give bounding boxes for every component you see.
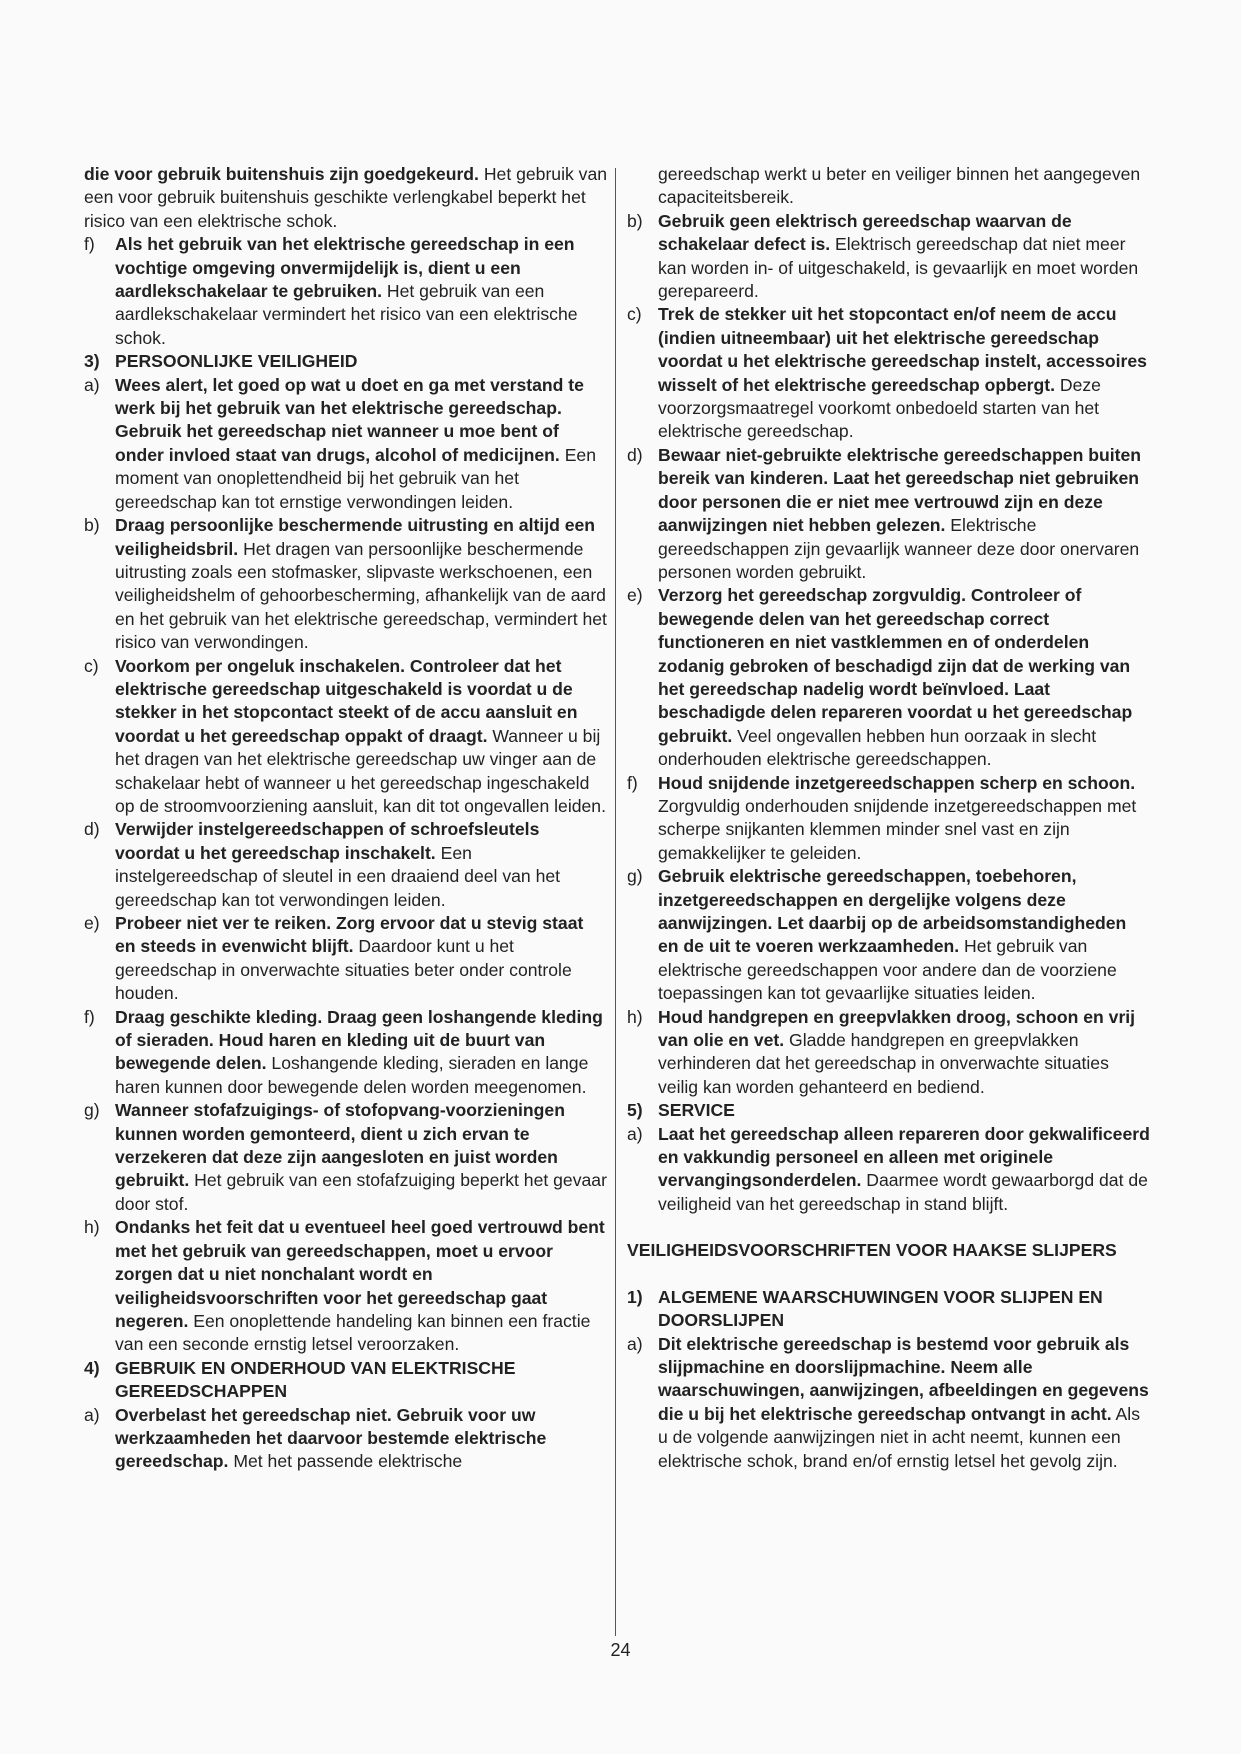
list-item: f) Als het gebruik van het elektrische gereedschap in een vochtige omgeving onvermijdelijk is, dient u een aardlekschakelaar te gebruiken. Het gebruik van een aardlekschakelaar vermindert het risico van een elektrische schok.: [84, 234, 578, 348]
column-divider: [615, 168, 616, 1636]
list-item: a) Dit elektrische gereedschap is bestemd voor gebruik als slijpmachine en doorslijpmachine. Neem alle waarschuwingen, aanwijzingen, afbeeldingen en gegevens die u bij het elektrische gereedschap ontvangt in acht. Als u de volgende aanwijzingen niet in acht neemt, kunnen een elektrische schok, brand en/of ernstig letsel het gevolg zijn.: [627, 1333, 1149, 1471]
list-item: f) Draag geschikte kleding. Draag geen loshangende kleding of sieraden. Houd haren en kleding uit de buurt van bewegende delen. Loshangende kleding, sieraden en lange haren kunnen door bewegende delen worden meegenomen.: [84, 1006, 603, 1097]
right-column: [627, 163, 1151, 1473]
list-item: a) Overbelast het gereedschap niet. Gebruik voor uw werkzaamheden het daarvoor bestemde elektrische gereedschap. Met het passende elektrische: [84, 1404, 547, 1472]
chapter-title: VEILIGHEIDSVOORSCHRIFTEN VOOR HAAKSE SLIJPERS: [627, 1240, 1117, 1261]
left-column: [84, 163, 608, 1474]
list-item: c) Trek de stekker uit het stopcontact en/of neem de accu (indien uitneembaar) uit het elektrische gereedschap voordat u het elektrische gereedschap instelt, accessoires wisselt of het elektrische gereedschap opbergt. Deze voorzorgsmaatregel voorkomt onbedoeld starten van het elektrische gereedschap.: [627, 304, 1147, 442]
list-item: gereedschap werkt u beter en veiliger binnen het aangegeven capaciteitsbereik.: [658, 164, 1141, 208]
spacer: [627, 1216, 1151, 1239]
section-heading: 4) GEBRUIK EN ONDERHOUD VAN ELEKTRISCHE GEREEDSCHAPPEN: [84, 1357, 516, 1402]
list-item: h) Houd handgrepen en greepvlakken droog, schoon en vrij van olie en vet. Gladde handgrepen en greepvlakken verhinderen dat het gereedschap in onverwachte situaties veilig kan worden gehanteerd en bediend.: [627, 1006, 1136, 1097]
list-item: e) Verzorg het gereedschap zorgvuldig. Controleer of bewegende delen van het gereedschap correct functioneren en niet vastklemmen en of onderdelen zodanig gebroken of beschadigd zijn dat de werking van het gereedschap nadelig wordt beïnvloed. Laat beschadigde delen repareren voordat u het gereedschap gebruikt. Veel ongevallen hebben hun oorzaak in slecht onderhouden elektrische gereedschappen.: [627, 585, 1133, 770]
list-item: d) Verwijder instelgereedschappen of schroefsleutels voordat u het gereedschap inschakelt. Een instelgereedschap of sleutel in een draaiend deel van het gereedschap kan tot verwondingen leiden.: [84, 819, 561, 910]
list-item: a) Laat het gereedschap alleen repareren door gekwalificeerd en vakkundig personeel en alleen met originele vervangingsonderdelen. Daarmee wordt gewaarborgd dat de veiligheid van het gereedschap in stand blijft.: [627, 1123, 1150, 1214]
section-heading: 1) ALGEMENE WAARSCHUWINGEN VOOR SLIJPEN EN DOORSLIJPEN: [627, 1286, 1103, 1331]
list-item: d) Bewaar niet-gebruikte elektrische gereedschappen buiten bereik van kinderen. Laat het gereedschap niet gebruiken door personen die er niet mee vertrouwd zijn en deze aanwijzingen niet hebben gelezen. Elektrische gereedschappen zijn gevaarlijk wanneer deze door onervaren personen worden gebruikt.: [627, 444, 1142, 582]
list-item: g) Gebruik elektrische gereedschappen, toebehoren, inzetgereedschappen en dergelijke volgens deze aanwijzingen. Let daarbij op de arbeidsomstandigheden en de uit te voeren werkzaamheden. Het gebruik van elektrische gereedschappen voor andere dan de voorziene toepassingen kan tot gevaarlijke situaties leiden.: [627, 866, 1127, 1004]
list-item: b) Gebruik geen elektrisch gereedschap waarvan de schakelaar defect is. Elektrisch gereedschap dat niet meer kan worden in- of uitgeschakeld, is gevaarlijk en moet worden gerepareerd.: [627, 210, 1139, 302]
list-item: h) Ondanks het feit dat u eventueel heel goed vertrouwd bent met het gebruik van gereedschappen, moet u ervoor zorgen dat u niet nonchalant wordt en veiligheidsvoorschriften voor het gereedschap gaat negeren. Een onoplettende handeling kan binnen een fractie van een seconde ernstig letsel veroorzaken.: [84, 1217, 605, 1355]
list-item: die voor gebruik buitenshuis zijn goedgekeurd. Het gebruik van een voor gebruik buitenshuis geschikte verlengkabel beperkt het risico van een elektrische schok.: [84, 164, 608, 231]
page-number: 24: [610, 1640, 631, 1660]
section-heading: 3) PERSOONLIJKE VEILIGHEID: [84, 351, 358, 372]
list-item: a) Wees alert, let goed op wat u doet en ga met verstand te werk bij het gebruik van het elektrische gereedschap. Gebruik het gereedschap niet wanneer u moe bent of onder invloed staat van drugs, alcohol of medicijnen. Een moment van onoplettendheid bij het gebruik van het gereedschap kan tot ernstige verwondingen leiden.: [84, 374, 597, 512]
section-heading: 5) SERVICE: [627, 1100, 735, 1121]
spacer: [627, 1263, 1151, 1286]
list-item: g) Wanneer stofafzuigings- of stofopvang-voorzieningen kunnen worden gemonteerd, dient u zich ervan te verzekeren dat deze zijn aangesloten en juist worden gebruikt. Het gebruik van een stofafzuiging beperkt het gevaar door stof.: [84, 1100, 607, 1214]
list-item: f) Houd snijdende inzetgereedschappen scherp en schoon. Zorgvuldig onderhouden snijdende inzetgereedschappen met scherpe snijkanten klemmen minder snel vast en zijn gemakkelijker te geleiden.: [627, 772, 1137, 863]
list-item: c) Voorkom per ongeluk inschakelen. Controleer dat het elektrische gereedschap uitgeschakeld is voordat u de stekker in het stopcontact steekt of de accu aansluit en voordat u het gereedschap oppakt of draagt. Wanneer u bij het dragen van het elektrische gereedschap uw vinger aan de schakelaar hebt of wanneer u het gereedschap ingeschakeld op de stroomvoorziening aansluit, kan dit tot ongevallen leiden.: [84, 655, 606, 816]
list-item: b) Draag persoonlijke beschermende uitrusting en altijd een veiligheidsbril. Het dragen van persoonlijke beschermende uitrusting zoals een stofmasker, slipvaste werkschoenen, een veiligheidshelm of gehoorbescherming, afhankelijk van de aard en het gebruik van het elektrische gereedschap, vermindert het risico van verwondingen.: [84, 515, 607, 653]
list-item: e) Probeer niet ver te reiken. Zorg ervoor dat u stevig staat en steeds in evenwicht blijft. Daardoor kunt u het gereedschap in onverwachte situaties beter onder controle houden.: [84, 913, 584, 1004]
